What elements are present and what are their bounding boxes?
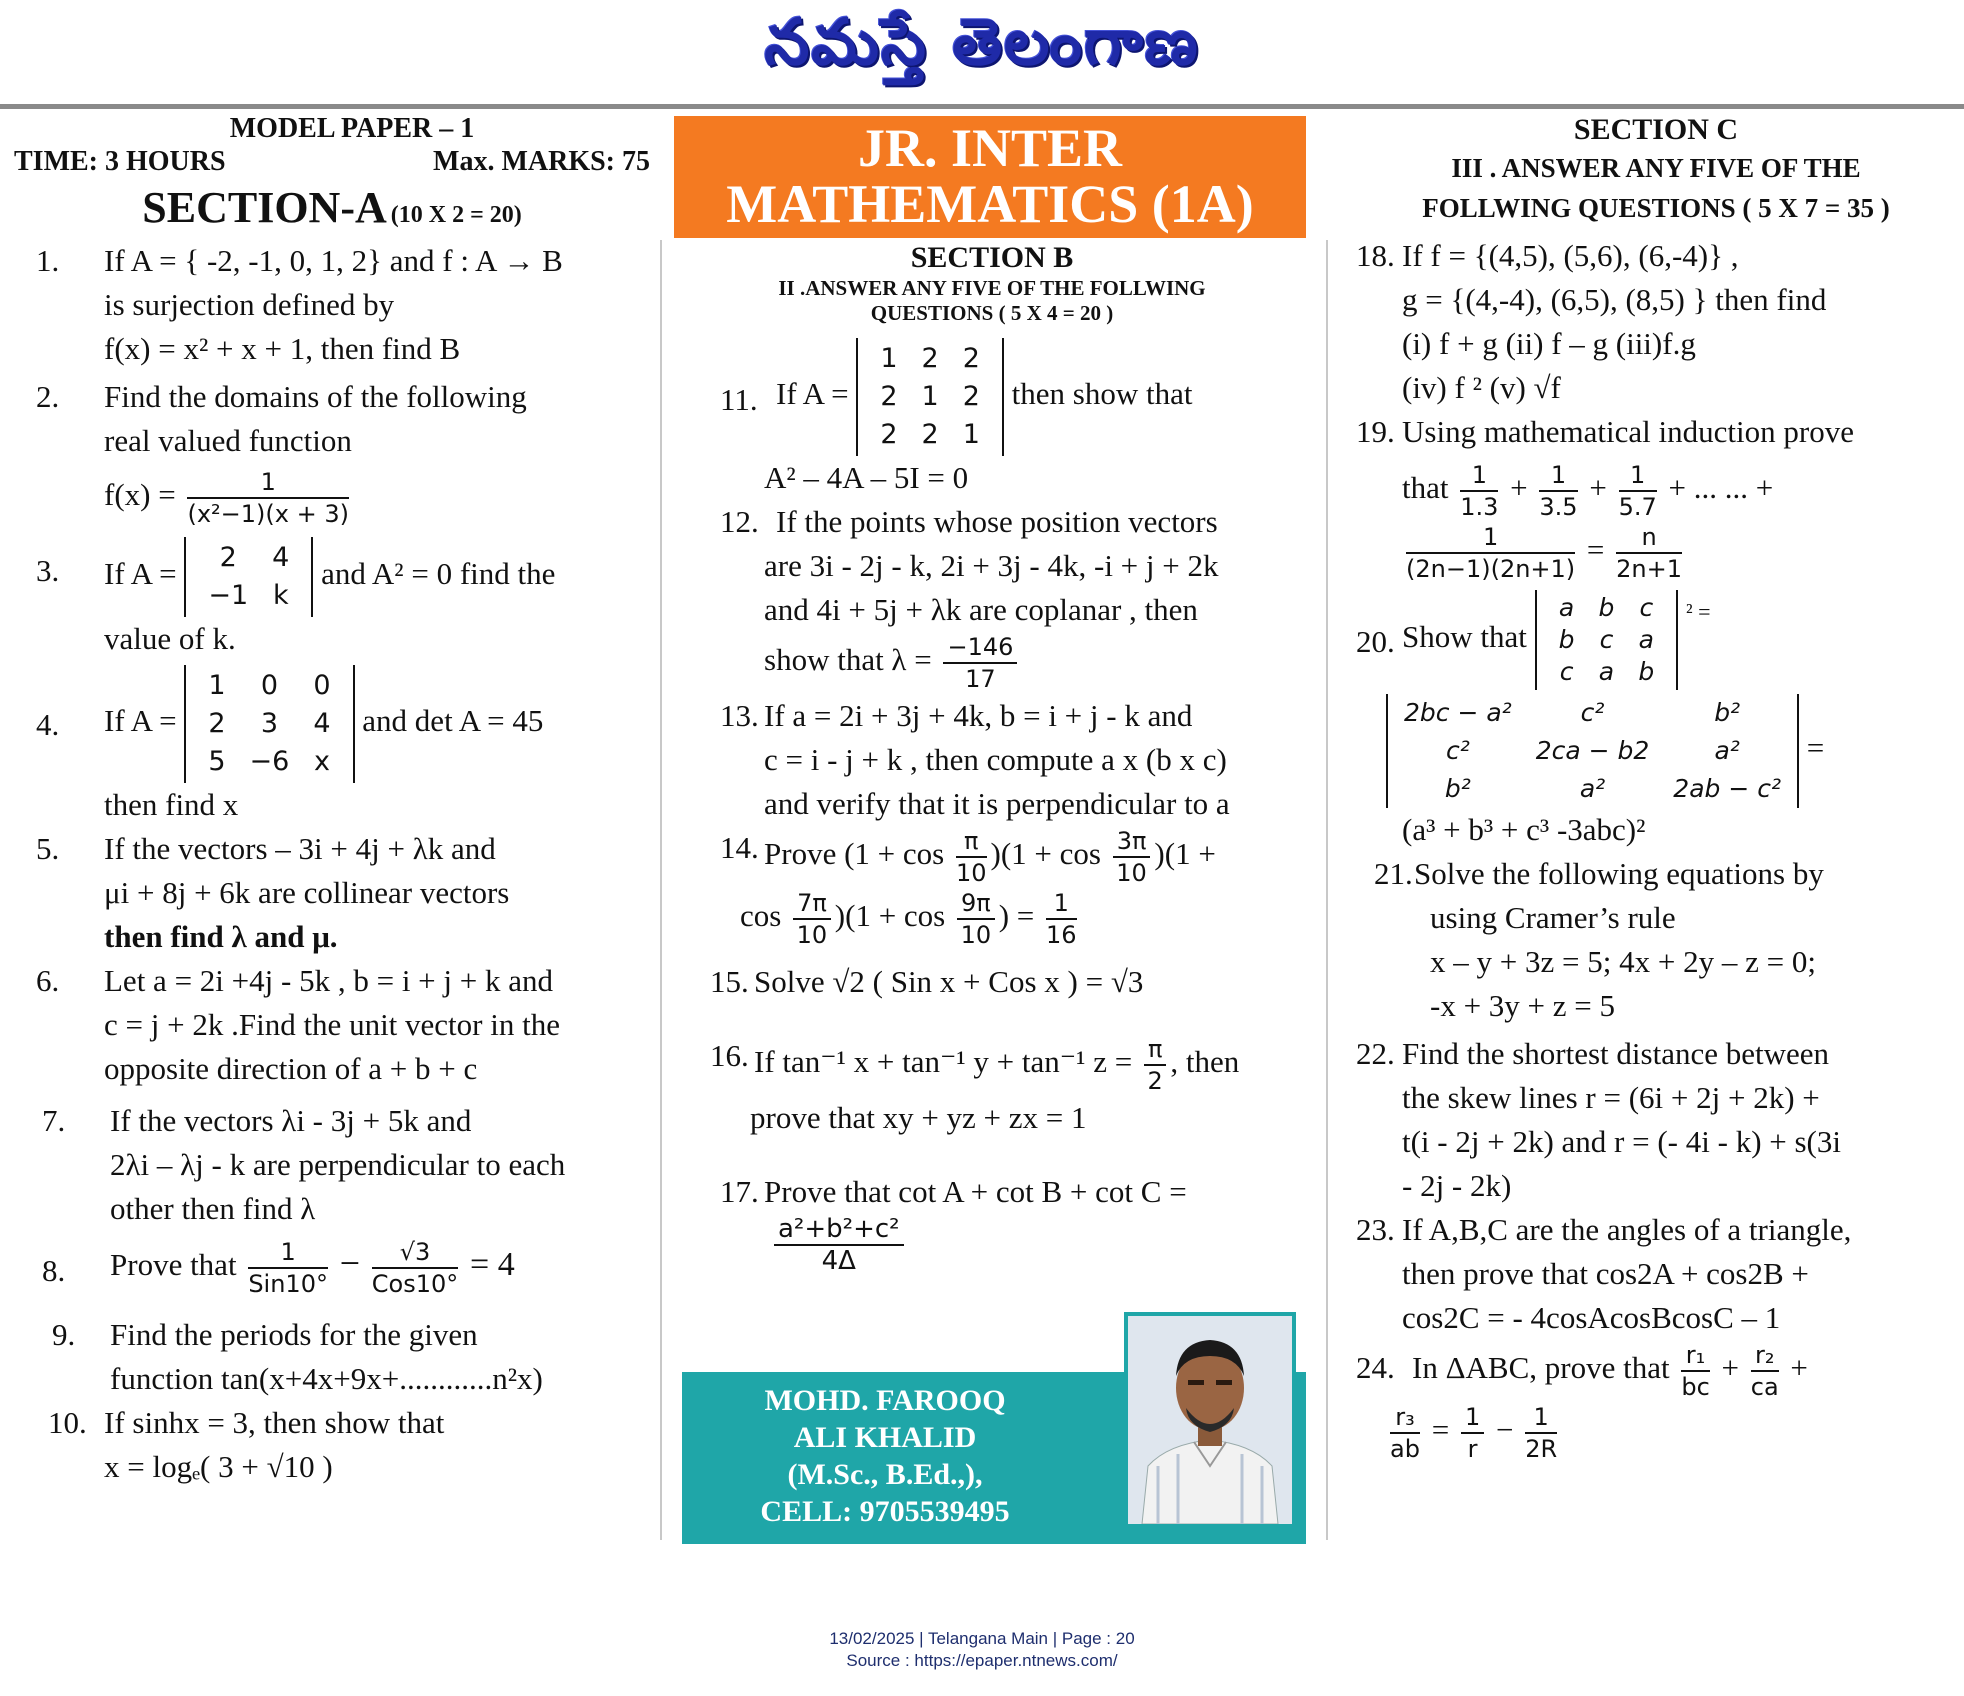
question-21: 21. Solve the following equations by using Cramer’s rule x – y + 3z = 5; 4x + 2y – z = 0; -x + 3y + z = 5: [1374, 856, 1824, 1023]
question-8: 8. Prove that $\frac{1}{\text{Sin10°}}$ − $\frac{√3}{\text{Cos10°}}$ = 4: [42, 1238, 515, 1298]
question-1: 1. If A = { -2, -1, 0, 1, 2} and f : A → B is surjection defined by f(x) = x² + x + 1, then find B: [36, 243, 563, 366]
question-5: 5. If the vectors – 3i + 4j + λk and μi + 8j + 6k are collinear vectors then find λ and μ.: [36, 831, 510, 954]
newspaper-logo: నమస్తే తెలంగాణ: [764, 6, 1200, 80]
question-7: 7. If the vectors λi - 3j + 5k and 2λi – λj - k are perpendicular to each other then find λ: [42, 1103, 566, 1226]
question-9: 9. Find the periods for the given function tan(x+4x+9x+............n²x): [52, 1317, 543, 1396]
column-divider-left: [660, 240, 662, 1540]
section-a-column: [14, 112, 650, 1489]
section-a-heading: [14, 182, 650, 233]
section-a-marks: (10 X 2 = 20): [390, 202, 522, 228]
section-b-column: [674, 240, 1310, 1276]
paper-title: MODEL PAPER – 1: [229, 113, 475, 144]
author-photo: [1124, 1312, 1296, 1528]
column-divider-right: [1326, 240, 1328, 1540]
matrix: 1 2 2 2 1 2 2 2 1: [856, 338, 1004, 456]
fraction: $\frac{1}{\text{(x²−1)(x + 3)}}$: [187, 468, 349, 528]
question-3: 3. If A = 2 4 −1 k and A² = 0 find the value of k.: [36, 537, 650, 661]
question-10: 10. If sinhx = 3, then show that x = logₑ( 3 + √10 ): [48, 1405, 445, 1484]
header-rule: [0, 104, 1964, 109]
question-20: 20. Show that a b c b c a c a b $^{^2 =}$ 2bc − a² c² b² c² 2ca − b2 a² b² a² 2ab − c² = (a³ + b³ + c³ -3abc)²: [1356, 590, 1956, 852]
footer-source: Source : https://epaper.ntnews.com/: [846, 1651, 1118, 1670]
subject-banner: [674, 116, 1306, 238]
question-19: 19. Using mathematical induction prove that $\frac{1}{1.3}$ + $\frac{1}{3.5}$ + $\frac{1}{5.7}$ + ... ... + $\frac{1}{(2n-1)(2n+1)}$ = $\frac{n}{2n+1}$: [1356, 414, 1854, 583]
section-b-instruction: II .ANSWER ANY FIVE OF THE FOLLWING QUESTIONS ( 5 X 4 = 20 ): [778, 276, 1206, 325]
question-11: 11. If A = 1 2 2 2 1 2 2 2 1 then show that A² – 4A – 5I = 0: [720, 338, 1310, 500]
section-c-instruction: III . ANSWER ANY FIVE OF THE FOLLWING QUESTIONS ( 5 X 7 = 35 ): [1422, 153, 1890, 223]
question-2: 2. Find the domains of the following real valued function f(x) = $\frac{1}{\text{(x²−1)(x + 3)}}$: [36, 379, 527, 528]
banner-line-1: JR. INTER: [857, 118, 1123, 178]
footer-date-page: 13/02/2025 | Telangana Main | Page : 20: [829, 1629, 1135, 1648]
banner-line-2: MATHEMATICS (1A): [726, 174, 1254, 234]
section-c-column: [1356, 112, 1956, 1464]
section-a-title: SECTION-A: [142, 183, 387, 232]
question-22: 22. Find the shortest distance between the skew lines r = (6i + 2j + 2k) + t(i - 2j + 2k) and r = (- 4i - k) + s(3i - 2j - 2k): [1356, 1036, 1841, 1203]
question-24: 24. In ΔABC, prove that $\frac{\text{r₁}}{bc}$ + $\frac{\text{r₂}}{ca}$ + $\frac{\text{r₃}}{ab}$ = $\frac{1}{r}$ − $\frac{1}{2R}$: [1356, 1341, 1808, 1463]
question-14: 14. Prove (1 + cos $\frac{\pi}{10}$ )(1 + cos $\frac{3\pi}{10}$ )(1 + cos $\frac{7\pi}{10}$ )(1 + cos $\frac{9\pi}{10}$ ) = $\frac{1}{16}$: [720, 827, 1216, 949]
question-23: 23. If A,B,C are the angles of a triangle, then prove that cos2A + cos2B + cos2C = - 4cosAcosBcosC – 1: [1356, 1212, 1852, 1335]
question-4: 4. If A = 1 0 0 2 3 4 5 −6 x and det A = 45 then find x: [36, 665, 650, 827]
question-17: 17. Prove that cot A + cot B + cot C = $\frac{\text{a²+b²+c²}}{4\Delta}$: [720, 1174, 1187, 1276]
question-16: 16. If tan⁻¹ x + tan⁻¹ y + tan⁻¹ z = $\frac{\pi}{2}$ , then prove that xy + yz + zx = 1: [710, 1035, 1240, 1135]
page-footer: [0, 1628, 1964, 1672]
question-15: 15. Solve √2 ( Sin x + Cos x ) = √3: [710, 964, 1144, 999]
question-18: 18. If f = {(4,5), (5,6), (6,-4)} , g = {(4,-4), (6,5), (8,5) } then find (i) f + g (ii) f – g (iii)f.g (iv) f ² (v) √f: [1356, 238, 1827, 405]
matrix: 2 4 −1 k: [184, 537, 313, 617]
paper-meta: [14, 146, 650, 180]
question-12: 12. If the points whose position vectors are 3i - 2j - k, 2i + 3j - 4k, -i + j + 2k and 4i + 5j + λk are coplanar , then show that λ = $\frac{-146}{17}$: [720, 504, 1219, 693]
author-details: MOHD. FAROOQ ALI KHALID (M.Sc., B.Ed.,), CELL: 9705539495: [760, 1384, 1010, 1528]
section-b-title: SECTION B: [910, 241, 1074, 274]
section-c-title: SECTION C: [1573, 113, 1739, 146]
paper-time: TIME: 3 HOURS: [14, 146, 226, 177]
masthead: [0, 0, 1964, 104]
question-6: 6. Let a = 2i +4j - 5k , b = i + j + k and c = j + 2k .Find the unit vector in the opposite direction of a + b + c: [36, 963, 560, 1086]
matrix: 1 0 0 2 3 4 5 −6 x: [184, 665, 354, 783]
question-13: 13. If a = 2i + 3j + 4k, b = i + j - k and c = i - j + k , then compute a x (b x c) and verify that it is perpendicular to a: [720, 698, 1230, 821]
paper-marks: Max. MARKS: 75: [433, 146, 650, 177]
